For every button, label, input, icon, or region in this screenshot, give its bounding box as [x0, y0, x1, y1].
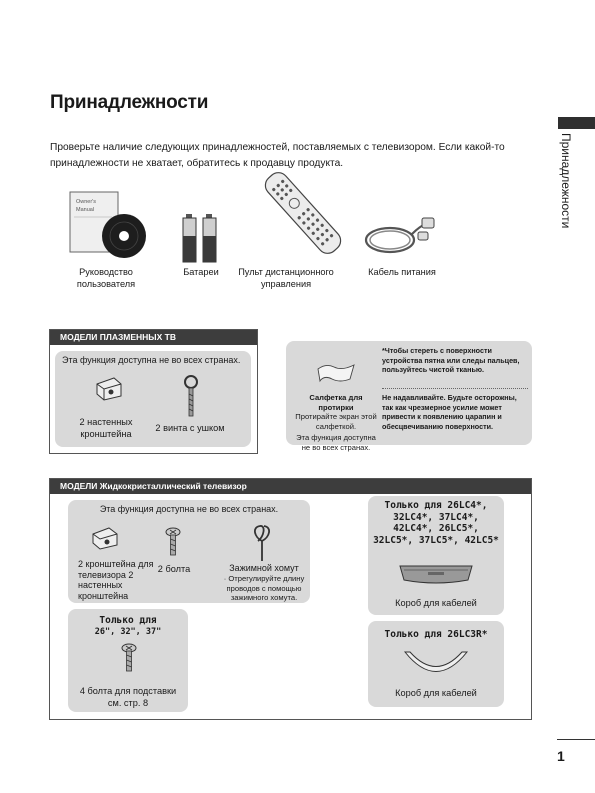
cloth-desc: Протирайте экран этой салфеткой.: [295, 412, 377, 431]
power-cable-icon: [360, 214, 436, 260]
manual-cd-icon: [68, 190, 146, 260]
page-title: Принадлежности: [50, 92, 209, 113]
cloth-note: Эта функция доступна не во всех странах.: [296, 433, 376, 452]
cleaning-cloth-panel: [286, 341, 532, 452]
cloth-tip-2: Не надавливайте. Будьте осторожны, так как чрезмерное усилие может привести к появлению царапин и обесцвечиванию поверхности.: [382, 393, 517, 431]
side-section-title: Принадлежности: [559, 133, 573, 229]
twist-holder-icon: [250, 523, 274, 563]
intro-text: Проверьте наличие следующих принадлежностей, поставляемых с телевизором. Если какой-то принадлежности не хватает, обратитесь к продавцу продукта.: [50, 142, 505, 169]
plasma-item-brackets: 2 настенных кронштейна: [79, 417, 133, 439]
cloth-tip-divider: [382, 388, 528, 389]
batteries-icon: [182, 214, 218, 262]
stand-bolt-icon: [120, 643, 138, 673]
accessory-cable-label: Кабель питания: [368, 267, 436, 277]
lcd-header: МОДЕЛИ Жидкокристаллический телевизор: [50, 479, 531, 494]
accessory-batteries-label: Батареи: [183, 267, 219, 277]
cable-box-2-label: Короб для кабелей: [395, 688, 477, 698]
lcd-note: Эта функция доступна не во всех странах.: [99, 504, 279, 514]
lcd-item-brackets: 2 кронштейна для телевизора 2 настенных кронштейна: [78, 559, 154, 601]
page-number: 1: [557, 748, 565, 764]
accessory-manual-label: Руководство пользователя: [76, 267, 136, 289]
stand-bolts-label: 4 болта для подставки см. стр. 8: [79, 686, 177, 708]
cable-box-1-title: Только для 26LC4*, 32LC4*, 37LC4*, 42LC4*, 26LC5*, 32LC5*, 37LC5*, 42LC5*: [373, 500, 499, 546]
cable-box-panel-2: [368, 621, 504, 707]
cloth-icon: [316, 361, 356, 385]
svg-text:Owner's: Owner's: [76, 199, 96, 205]
cloth-tip-1: *Чтобы стереть с поверхности устройства пятна или следы пальцев, пользуйтесь чистой тканью.: [382, 346, 520, 375]
bolt-icon: [164, 527, 182, 557]
cable-management-icon: [398, 562, 474, 586]
plasma-models-box: [49, 329, 258, 454]
stand-bolts-title: Только для: [99, 615, 157, 626]
lcd-item-bolts: 2 болта: [157, 564, 191, 574]
accessory-remote-label: Пульт дистанционного управления: [238, 267, 334, 289]
stand-bolts-panel: [68, 609, 188, 712]
cloth-title: Салфетка для протирки: [309, 393, 363, 412]
plasma-item-eyebolts: 2 винта с ушком: [155, 423, 225, 433]
remote-control-icon: [262, 170, 344, 256]
cable-box-1-label: Короб для кабелей: [395, 598, 477, 608]
bracket-icon: [90, 525, 120, 551]
stand-bolts-models: 26", 32", 37": [94, 627, 162, 637]
plasma-header: МОДЕЛИ ПЛАЗМЕННЫХ ТВ: [50, 330, 257, 345]
plasma-note: Эта функция доступна не во всех странах.: [62, 355, 241, 365]
section-tab: [558, 117, 595, 129]
page-number-rule: [557, 739, 595, 740]
lcd-item-twist-holder: Зажимной хомут: [229, 563, 299, 573]
svg-text:Manual: Manual: [76, 207, 95, 213]
lcd-models-box: [49, 478, 532, 720]
cable-box-panel-1: [368, 496, 504, 615]
cable-management-curved-icon: [402, 649, 470, 679]
wall-bracket-icon: [94, 374, 124, 402]
eye-bolt-icon: [180, 374, 202, 418]
cable-box-2-title: Только для 26LC3R*: [384, 629, 488, 640]
lcd-item-twist-holder-note: · Отрегулируйте длину проводов с помощью зажимного хомута.: [223, 574, 305, 602]
